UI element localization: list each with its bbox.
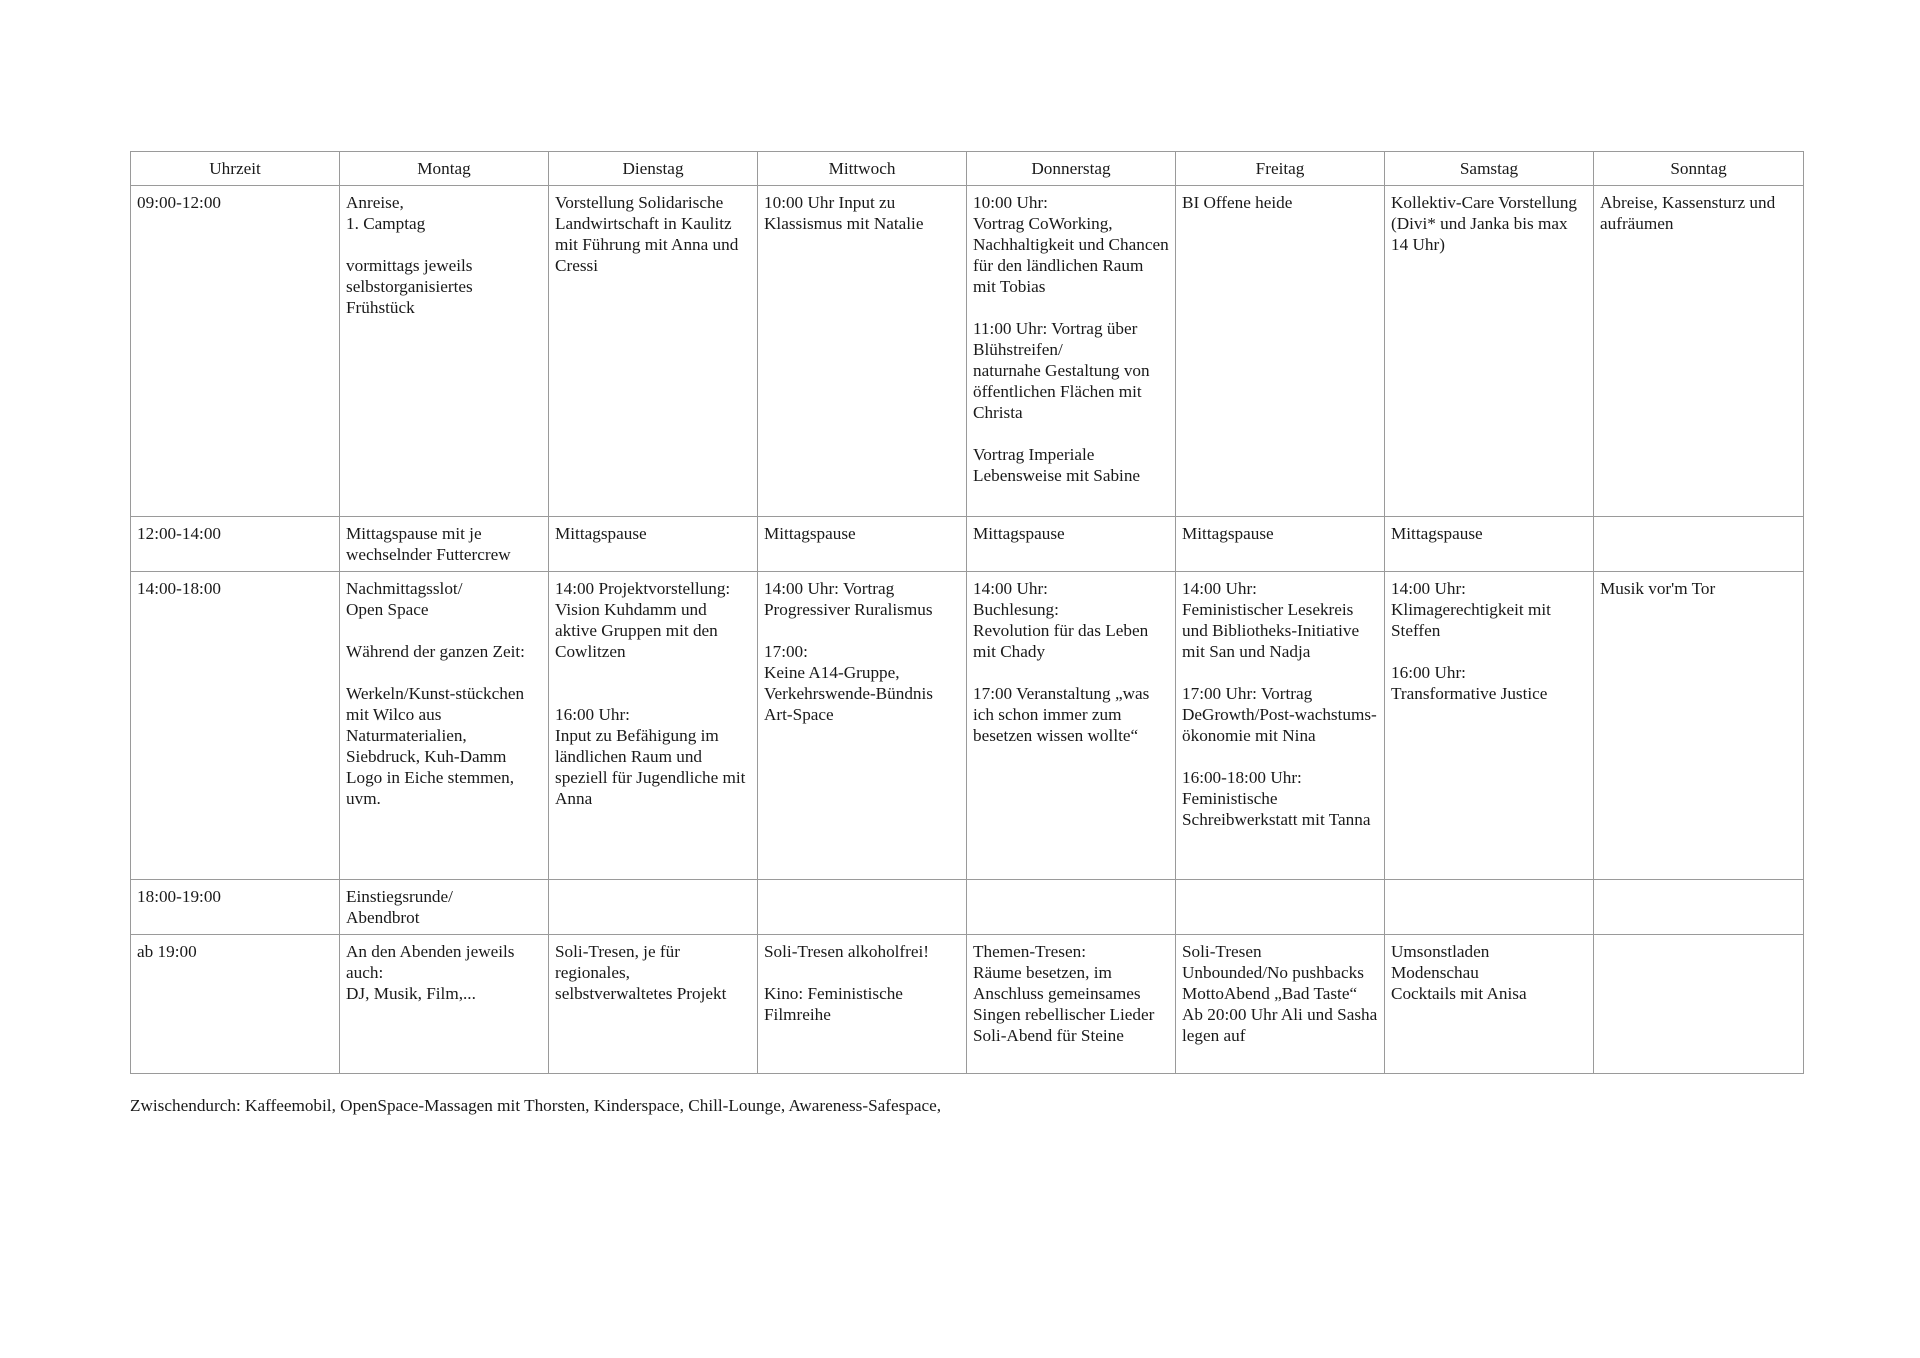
cell-samstag: Umsonstladen Modenschau Cocktails mit Anisa — [1385, 935, 1594, 1074]
table-row — [131, 517, 1804, 572]
cell-dienstag: 14:00 Projektvorstellung: Vision Kuhdamm und aktive Gruppen mit den Cowlitzen 16:00 Uhr: Input zu Befähigung im ländlichen Raum und speziell für Jugendliche mit Anna — [549, 572, 758, 880]
header-row — [131, 152, 1804, 186]
schedule-table — [130, 151, 1804, 1074]
cell-freitag: BI Offene heide — [1176, 186, 1385, 517]
cell-sonntag — [1594, 935, 1804, 1074]
cell-donnerstag: 14:00 Uhr: Buchlesung: Revolution für das Leben mit Chady 17:00 Veranstaltung „was ich schon immer zum besetzen wissen wollte“ — [967, 572, 1176, 880]
cell-samstag: Mittagspause — [1385, 517, 1594, 572]
cell-sonntag: Musik vor'm Tor — [1594, 572, 1804, 880]
cell-mittwoch: 14:00 Uhr: Vortrag Progressiver Ruralismus 17:00: Keine A14-Gruppe, Verkehrswende-Bündnis Art-Space — [758, 572, 967, 880]
table-row — [131, 880, 1804, 935]
time-cell: 12:00-14:00 — [131, 517, 340, 572]
cell-freitag: Soli-Tresen Unbounded/No pushbacks MottoAbend „Bad Taste“ Ab 20:00 Uhr Ali und Sasha legen auf — [1176, 935, 1385, 1074]
cell-mittwoch — [758, 880, 967, 935]
cell-montag: Mittagspause mit je wechselnder Futtercrew — [340, 517, 549, 572]
cell-donnerstag: Themen-Tresen: Räume besetzen, im Anschluss gemeinsames Singen rebellischer Lieder Soli-Abend für Steine — [967, 935, 1176, 1074]
cell-sonntag — [1594, 880, 1804, 935]
table-row — [131, 935, 1804, 1074]
header-montag: Montag — [340, 152, 549, 186]
header-donnerstag: Donnerstag — [967, 152, 1176, 186]
cell-dienstag — [549, 880, 758, 935]
cell-dienstag: Vorstellung Solidarische Landwirtschaft in Kaulitz mit Führung mit Anna und Cressi — [549, 186, 758, 517]
cell-samstag: 14:00 Uhr: Klimagerechtigkeit mit Steffen 16:00 Uhr: Transformative Justice — [1385, 572, 1594, 880]
time-cell: 18:00-19:00 — [131, 880, 340, 935]
cell-samstag: Kollektiv-Care Vorstellung (Divi* und Janka bis max 14 Uhr) — [1385, 186, 1594, 517]
table-row — [131, 186, 1804, 517]
cell-donnerstag: Mittagspause — [967, 517, 1176, 572]
time-cell: 14:00-18:00 — [131, 572, 340, 880]
cell-freitag: Mittagspause — [1176, 517, 1385, 572]
cell-montag: Nachmittagsslot/ Open Space Während der ganzen Zeit: Werkeln/Kunst-stückchen mit Wilco aus Naturmaterialien, Siebdruck, Kuh-Damm Logo in Eiche stemmen, uvm. — [340, 572, 549, 880]
cell-mittwoch: 10:00 Uhr Input zu Klassismus mit Natalie — [758, 186, 967, 517]
header-dienstag: Dienstag — [549, 152, 758, 186]
cell-montag: An den Abenden jeweils auch: DJ, Musik, Film,... — [340, 935, 549, 1074]
time-cell: 09:00-12:00 — [131, 186, 340, 517]
header-mittwoch: Mittwoch — [758, 152, 967, 186]
footnote: Zwischendurch: Kaffeemobil, OpenSpace-Massagen mit Thorsten, Kinderspace, Chill-Lounge, Awareness-Safespace, — [130, 1096, 942, 1115]
cell-mittwoch: Soli-Tresen alkoholfrei! Kino: Feministische Filmreihe — [758, 935, 967, 1074]
cell-dienstag: Soli-Tresen, je für regionales, selbstverwaltetes Projekt — [549, 935, 758, 1074]
header-uhrzeit: Uhrzeit — [131, 152, 340, 186]
header-sonntag: Sonntag — [1594, 152, 1804, 186]
cell-donnerstag — [967, 880, 1176, 935]
time-cell: ab 19:00 — [131, 935, 340, 1074]
cell-mittwoch: Mittagspause — [758, 517, 967, 572]
cell-montag: Anreise, 1. Camptag vormittags jeweils selbstorganisiertes Frühstück — [340, 186, 549, 517]
cell-sonntag: Abreise, Kassensturz und aufräumen — [1594, 186, 1804, 517]
table-row — [131, 572, 1804, 880]
header-freitag: Freitag — [1176, 152, 1385, 186]
header-samstag: Samstag — [1385, 152, 1594, 186]
cell-donnerstag: 10:00 Uhr: Vortrag CoWorking, Nachhaltigkeit und Chancen für den ländlichen Raum mit Tobias 11:00 Uhr: Vortrag über Blühstreifen/ naturnahe Gestaltung von öffentlichen Flächen mit Christa Vortrag Imperiale Lebensweise mit Sabine — [967, 186, 1176, 517]
cell-sonntag — [1594, 517, 1804, 572]
cell-freitag: 14:00 Uhr: Feministischer Lesekreis und Bibliotheks-Initiative mit San und Nadja 17:00 Uhr: Vortrag DeGrowth/Post-wachstums-ökonomie mit Nina 16:00-18:00 Uhr: Feministische Schreibwerkstatt mit Tanna — [1176, 572, 1385, 880]
cell-dienstag: Mittagspause — [549, 517, 758, 572]
cell-samstag — [1385, 880, 1594, 935]
cell-freitag — [1176, 880, 1385, 935]
cell-montag: Einstiegsrunde/ Abendbrot — [340, 880, 549, 935]
